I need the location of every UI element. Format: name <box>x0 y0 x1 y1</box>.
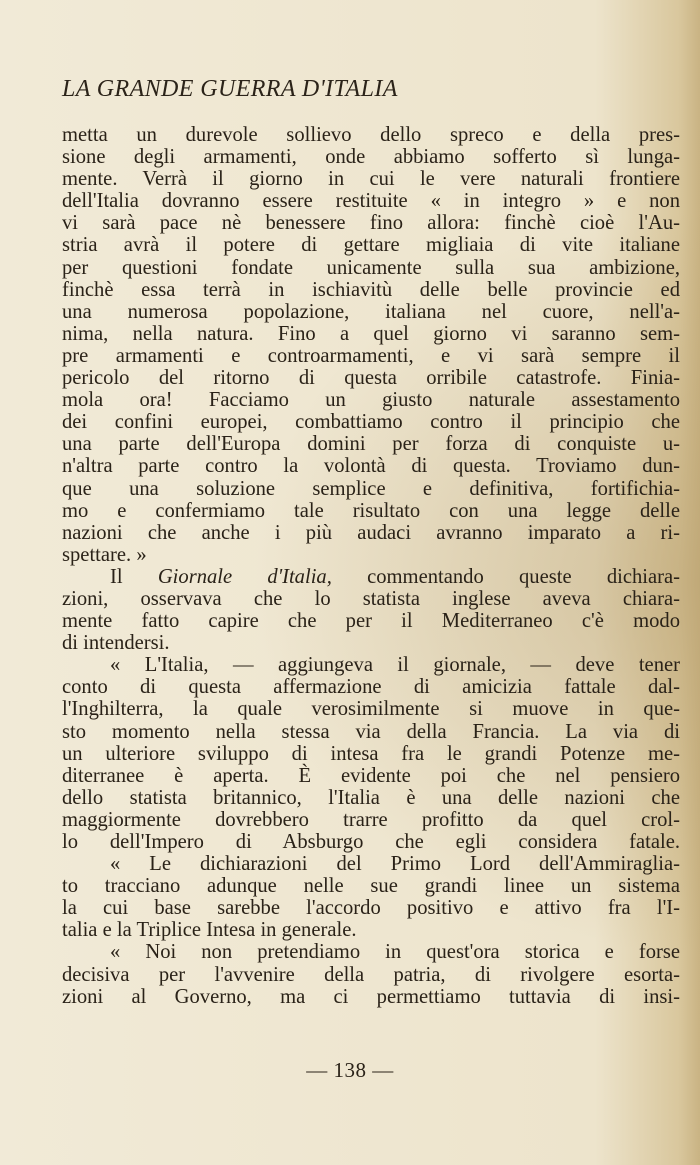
text-line: una numerosa popolazione, italiana nel cuore, nell'a- <box>62 300 680 323</box>
page-number: — 138 — <box>306 1058 394 1082</box>
text-line: decisiva per l'avvenire della patria, di rivolgere esorta- <box>62 963 680 986</box>
text-line: zioni, osservava che lo statista inglese aveva chiara- <box>62 587 680 610</box>
text-line: dei confini europei, combattiamo contro il principio che <box>62 411 680 434</box>
text-line: mola ora! Facciamo un giusto naturale assestamento <box>62 389 680 412</box>
body-text <box>62 124 680 1008</box>
text-line: mente fatto capire che per il Mediterraneo c'è modo <box>62 610 680 633</box>
text-line: que una soluzione semplice e definitiva, fortifichia- <box>62 477 680 500</box>
text-line: nazioni che anche i più audaci avranno imparato a ri- <box>62 521 680 544</box>
text-line: sto momento nella stessa via della Francia. La via di <box>62 720 680 743</box>
text-line: una parte dell'Europa domini per forza di conquiste u- <box>62 433 680 456</box>
text-line: to tracciano adunque nelle sue grandi linee un sistema <box>62 875 680 898</box>
text-line: « L'Italia, — aggiungeva il giornale, — deve tener <box>110 654 680 677</box>
text-line: lo dell'Impero di Absburgo che egli considera fatale. <box>62 831 680 853</box>
text-run: Il <box>110 565 158 588</box>
text-line: mente. Verrà il giorno in cui le vere naturali frontiere <box>62 168 680 191</box>
text-line: zioni al Governo, ma ci permettiamo tuttavia di insi- <box>62 985 680 1008</box>
text-line: vi sarà pace nè benessere fino allora: finchè cioè l'Au- <box>62 212 680 235</box>
text-line: spettare. » <box>62 543 147 566</box>
text-line: l'Inghilterra, la quale verosimilmente si muove in que- <box>62 698 680 721</box>
text-line: pre armamenti e controarmamenti, e vi sarà sempre il <box>62 344 680 367</box>
text-line: la cui base sarebbe l'accordo positivo e attivo fra l'I- <box>62 897 680 920</box>
text-line: finchè essa terrà in ischiavitù delle belle provincie ed <box>62 278 680 301</box>
text-line: metta un durevole sollievo dello spreco e della pres- <box>62 124 680 146</box>
text-line: mo e confermiamo tale risultato con una legge delle <box>62 499 680 522</box>
text-line: sione degli armamenti, onde abbiamo sofferto sì lunga- <box>62 146 680 169</box>
text-line: stria avrà il potere di gettare migliaia di vite italiane <box>62 234 680 257</box>
newspaper-title: Giornale d'Italia, <box>157 565 332 588</box>
running-head: LA GRANDE GUERRA D'ITALIA <box>62 76 398 102</box>
text-run: commentando queste dichiara- <box>331 565 680 588</box>
text-line: pericolo del ritorno di questa orribile catastrofe. Finia- <box>62 367 680 390</box>
text-line: per questioni fondate unicamente sulla sua ambizione, <box>62 256 680 279</box>
text-line: « Noi non pretendiamo in quest'ora storica e forse <box>110 941 680 964</box>
text-line: un ulteriore sviluppo di intesa fra le grandi Potenze me- <box>62 742 680 765</box>
text-line: conto di questa affermazione di amicizia fattale dal- <box>62 676 680 699</box>
text-line: diterranee è aperta. È evidente poi che nel pensiero <box>62 764 680 787</box>
text-line: talia e la Triplice Intesa in generale. <box>62 919 357 942</box>
text-line: nima, nella natura. Fino a quel giorno vi saranno sem- <box>62 322 680 345</box>
text-line: « Le dichiarazioni del Primo Lord dell'Ammiraglia- <box>110 853 680 876</box>
text-line <box>62 566 680 588</box>
text-line: maggiormente dovrebbero trarre profitto da quel crol- <box>62 808 680 831</box>
text-line: dello statista britannico, l'Italia è una delle nazioni che <box>62 786 680 809</box>
text-line: di intendersi. <box>62 632 170 655</box>
text-line: dell'Italia dovranno essere restituite « in integro » e non <box>62 190 680 213</box>
text-line: n'altra parte contro la volontà di questa. Troviamo dun- <box>62 455 680 478</box>
